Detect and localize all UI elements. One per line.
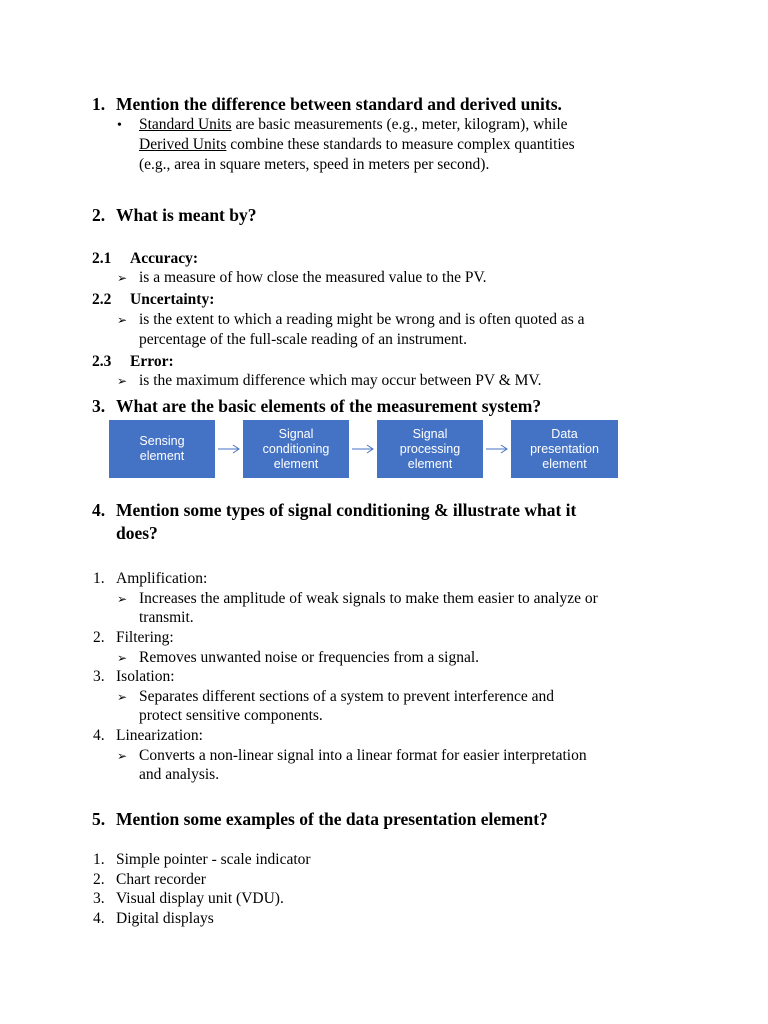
q5-1-text: Simple pointer - scale indicator [116,851,311,868]
q4-4-desc-line2: and analysis. [139,766,220,783]
q2-3-number: 2.3 [92,353,112,370]
q3-heading: What are the basic elements of the measurement system? [116,396,542,416]
q1-heading: Mention the difference between standard and derived units. [116,94,562,114]
q4-heading-line1: Mention some types of signal conditioning & illustrate what it [116,500,577,520]
q4-3-number: 3. [93,668,105,685]
q1-line1-text: are basic measurements (e.g., meter, kilogram), while [231,116,568,133]
q4-number: 4. [92,500,106,520]
q5-number: 5. [92,809,106,829]
diagram-box-signal-conditioning [243,420,349,478]
q5-2-text: Chart recorder [116,871,206,888]
box-label-line: presentation [530,441,599,456]
flow-arrow-icon [485,442,509,456]
standard-units-term: Standard Units [139,116,232,133]
q2-2-definition-line1: is the extent to which a reading might be wrong and is often quoted as a [139,311,585,328]
q2-2-definition-line2: percentage of the full-scale reading of an instrument. [139,331,467,348]
q2-3-term: Error: [130,353,174,370]
q4-2-desc-line1: Removes unwanted noise or frequencies from a signal. [139,649,480,666]
q2-2-number: 2.2 [92,291,112,308]
q5-4-text: Digital displays [116,910,214,927]
q4-heading-line2: does? [116,523,158,543]
derived-units-term: Derived Units [139,136,227,153]
q5-3-number: 3. [93,890,105,907]
q1-line3: (e.g., area in square meters, speed in meters per second). [139,156,490,173]
diagram-box-data-presentation [511,420,618,478]
q5-3-text: Visual display unit (VDU). [116,890,284,907]
q4-4-label: Linearization: [116,727,203,744]
box-label-line: Sensing [139,434,185,448]
q4-4-number: 4. [93,727,105,744]
box-label-line: element [407,456,453,471]
arrow-bullet-icon: ➢ [117,271,128,285]
q4-3-label: Isolation: [116,668,175,685]
q4-2-number: 2. [93,629,105,646]
q2-3-definition: is the maximum difference which may occur between PV & MV. [139,372,542,389]
box-label-line: element [273,456,319,471]
q2-heading: What is meant by? [116,205,257,225]
q4-4-desc-line1: Converts a non-linear signal into a linear format for easier interpretation [139,747,587,764]
q3-number: 3. [92,396,106,416]
diagram-box-sensing [109,420,215,478]
arrow-bullet-icon: ➢ [117,313,128,327]
arrow-bullet-icon: ➢ [117,690,128,704]
box-label-line: processing [399,441,461,456]
q2-2-term: Uncertainty: [130,291,215,308]
diagram-box-signal-processing [377,420,483,478]
box-label-line: Data [551,426,578,441]
q1-line2 [139,135,575,155]
box-label-line: Signal [278,426,314,441]
q5-4-number: 4. [93,910,105,927]
q4-1-number: 1. [93,570,105,587]
q5-2-number: 2. [93,871,105,888]
q2-1-number: 2.1 [92,250,112,267]
box-label-line: Signal [412,426,448,441]
q5-1-number: 1. [93,851,105,868]
flow-arrow-icon [351,442,375,456]
q4-1-desc-line1: Increases the amplitude of weak signals to make them easier to analyze or [139,590,598,607]
box-label-line: element [139,449,185,463]
q4-3-desc-line2: protect sensitive components. [139,707,323,724]
q1-line1 [139,115,568,135]
arrow-bullet-icon: ➢ [117,374,128,388]
q1-bullet: • [117,118,122,133]
arrow-bullet-icon: ➢ [117,592,128,606]
q2-1-definition: is a measure of how close the measured value to the PV. [139,269,487,286]
box-label-line: element [542,456,587,471]
q5-heading: Mention some examples of the data presentation element? [116,809,548,829]
q1-number: 1. [92,94,106,114]
arrow-bullet-icon: ➢ [117,651,128,665]
box-label-line: conditioning [262,441,330,456]
flow-arrow-icon [217,442,241,456]
q4-1-desc-line2: transmit. [139,609,194,626]
q4-3-desc-line1: Separates different sections of a system to prevent interference and [139,688,555,705]
q4-1-label: Amplification: [116,570,208,587]
q2-1-term: Accuracy: [130,250,198,267]
arrow-bullet-icon: ➢ [117,749,128,763]
q1-line2-text: combine these standards to measure complex quantities [226,136,575,153]
q4-2-label: Filtering: [116,629,174,646]
q2-number: 2. [92,205,106,225]
